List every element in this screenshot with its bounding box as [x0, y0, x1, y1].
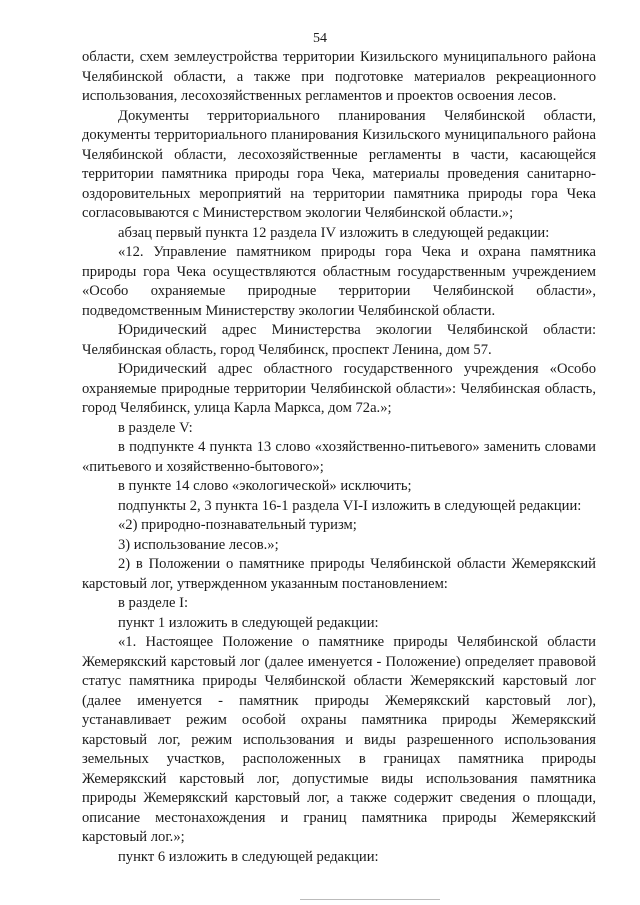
paragraph: подпункты 2, 3 пункта 16-1 раздела VI-I изложить в следующей редакции: — [118, 497, 582, 514]
page-number: 54 — [313, 31, 327, 46]
scan-edge-line — [300, 899, 440, 900]
paragraph: «2) природно-познавательный туризм; — [118, 517, 357, 533]
paragraph: пункт 1 изложить в следующей редакции: — [118, 614, 379, 631]
paragraph: Юридический адрес Министерства экологии Челябинской области: Челябинская область, город Челябинск, проспект Ленина, дом 57. — [82, 322, 596, 358]
paragraph: в пункте 14 слово «экологической» исключить; — [118, 478, 412, 494]
document-body — [82, 48, 596, 867]
paragraph: в подпункте 4 пункта 13 слово «хозяйственно-питьевого» заменить словами «питьевого и хозяйственно-бытового»; — [82, 439, 596, 475]
paragraph: 2) в Положении о памятнике природы Челябинской области Жемерякский карстовый лог, утвержденном указанным постановлением: — [82, 556, 596, 592]
paragraph: Юридический адрес областного государственного учреждения «Особо охраняемые природные территории Челябинской области»: Челябинская область, город Челябинск, улица Карла Маркса, дом 72а.»; — [82, 361, 596, 416]
paragraph: в разделе I: — [118, 595, 189, 611]
paragraph: 3) использование лесов.»; — [118, 536, 279, 553]
paragraph: области, схем землеустройства территории Кизильского муниципального района Челябинской области, а также при подготовке материалов рекреационного использования, лесохозяйственных регламентов и проектов освоения лесов. — [82, 49, 596, 104]
paragraph: абзац первый пункта 12 раздела IV изложить в следующей редакции: — [118, 224, 550, 241]
paragraph: «12. Управление памятником природы гора Чека и охрана памятника природы гора Чека осуществляются областным государственным учреждением «Особо охраняемые природные территории Челябинской области», подведомственным Министерству экологии Челябинской области. — [82, 244, 596, 319]
paragraph: в разделе V: — [118, 419, 193, 436]
paragraph: Документы территориального планирования Челябинской области, документы территориального планирования Кизильского муниципального района Челябинской области, лесохозяйственные регламенты в части, касающейся территории памятника природы гора Чека, материалы проведения санитарно-оздоровительных мероприятий на территории памятника природы гора Чека согласовываются с Министерством экологии Челябинской области.»; — [82, 107, 596, 221]
paragraph: пункт 6 изложить в следующей редакции: — [118, 848, 379, 865]
paragraph: «1. Настоящее Положение о памятнике природы Челябинской области Жемерякский карстовый лог (далее именуется - Положение) определяет правовой статус памятника природы Челябинской области Жемерякский карстовый лог (далее именуется - памятник природы Жемерякский карстовый лог), устанавливает режим особой охраны памятника природы Жемерякский карстовый лог, режим использования и виды разрешенного использования земельных участков, расположенных в границах памятника природы Жемерякский карстовый лог, допустимые виды использования памятника природы Жемерякский карстовый лог, а также содержит сведения о площади, описание местонахождения и границ памятника природы Жемерякский карстовый лог.»; — [82, 634, 596, 845]
